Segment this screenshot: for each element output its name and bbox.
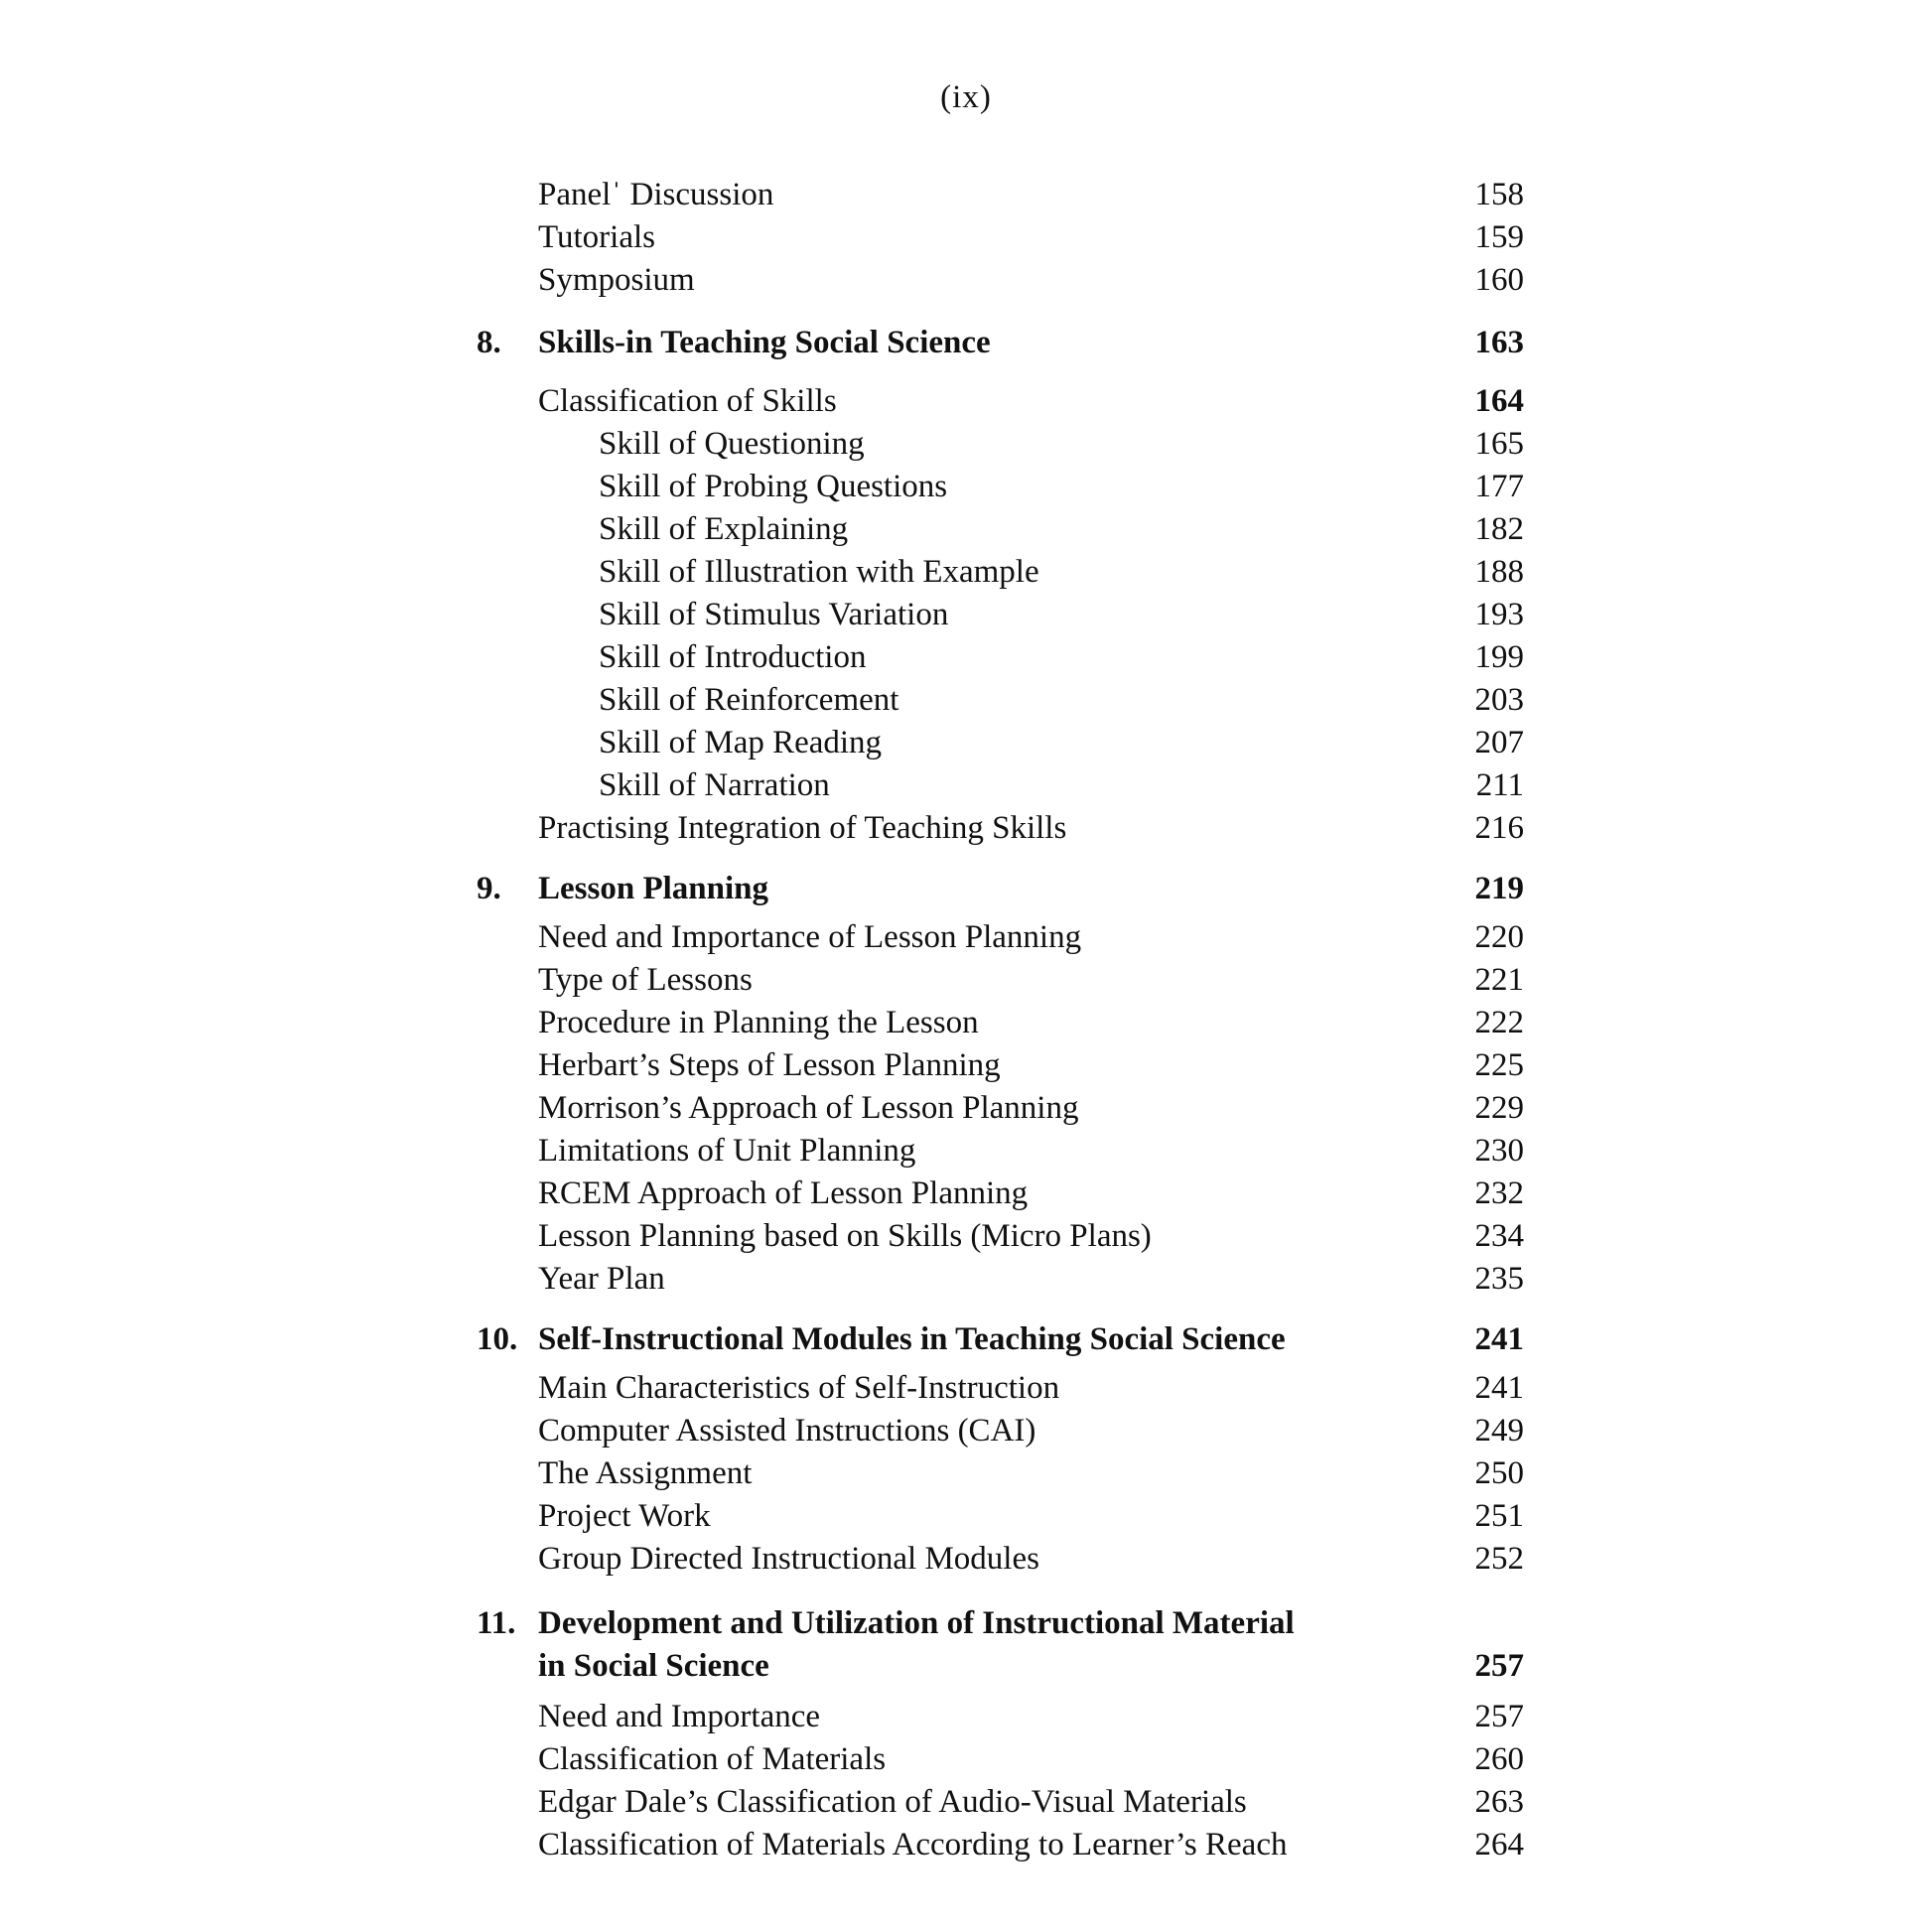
- chapter-number: 8.: [477, 325, 501, 360]
- toc-entry-title: Skill of Questioning: [599, 426, 865, 462]
- toc-entry-title: Year Plan: [538, 1261, 665, 1297]
- toc-entry[interactable]: [477, 722, 1524, 764]
- toc-entry-title: Skill of Illustration with Example: [599, 554, 1039, 590]
- toc-entry[interactable]: [477, 1002, 1524, 1044]
- toc-entry[interactable]: [477, 959, 1524, 1002]
- toc-entry-page: 164: [1474, 383, 1524, 419]
- toc-entry-page: 220: [1474, 919, 1524, 955]
- toc-entry[interactable]: [477, 1367, 1524, 1410]
- toc-entry-page: 260: [1474, 1741, 1524, 1777]
- toc-entry-page: 182: [1474, 511, 1524, 547]
- toc-entry-title: Tutorials: [538, 219, 655, 255]
- toc-chapter-8[interactable]: [477, 322, 1524, 364]
- toc-entry-page: 264: [1474, 1827, 1524, 1863]
- toc-entry[interactable]: [477, 764, 1524, 807]
- toc-entry-title: Morrison’s Approach of Lesson Planning: [538, 1090, 1079, 1126]
- toc-entry-title: Panelˈ Discussion: [538, 177, 774, 212]
- toc-entry[interactable]: [477, 1452, 1524, 1495]
- chapter-title: Skills-in Teaching Social Science: [538, 325, 991, 360]
- toc-entry-title: Need and Importance: [538, 1699, 821, 1734]
- toc-entry[interactable]: [477, 1215, 1524, 1258]
- toc-entry[interactable]: [477, 1738, 1524, 1781]
- toc-entry-page: 251: [1474, 1498, 1524, 1534]
- toc-chapter-10[interactable]: [477, 1318, 1524, 1361]
- toc-entry[interactable]: [477, 380, 1524, 423]
- toc-entry-page: 159: [1474, 219, 1524, 255]
- toc-entry-page: 216: [1474, 810, 1524, 846]
- toc-entry[interactable]: [477, 1495, 1524, 1538]
- toc-entry-page: 160: [1474, 262, 1524, 298]
- toc-entry[interactable]: [477, 1173, 1524, 1215]
- chapter-title: Self-Instructional Modules in Teaching Social Science: [538, 1321, 1286, 1357]
- toc-entry[interactable]: [477, 466, 1524, 508]
- toc-entry-title: Procedure in Planning the Lesson: [538, 1005, 979, 1040]
- toc-entry[interactable]: [477, 1781, 1524, 1824]
- toc-entry-page: 188: [1474, 554, 1524, 590]
- toc-entry-title: Skill of Probing Questions: [599, 469, 948, 504]
- toc-entry-page: 221: [1474, 962, 1524, 998]
- toc-entry-title: Skill of Reinforcement: [599, 682, 899, 718]
- toc-entry[interactable]: [477, 636, 1524, 679]
- toc-entry-title: Symposium: [538, 262, 695, 298]
- toc-entry[interactable]: [477, 594, 1524, 636]
- toc-entry[interactable]: [477, 1130, 1524, 1173]
- toc-entry[interactable]: [477, 1696, 1524, 1738]
- toc-entry-title: Edgar Dale’s Classification of Audio-Visual Materials: [538, 1784, 1247, 1820]
- toc-entry-title: Main Characteristics of Self-Instruction: [538, 1370, 1060, 1406]
- toc-entry-title: Skill of Narration: [599, 767, 830, 803]
- toc-entry-page: 177: [1474, 469, 1524, 504]
- toc-entry-title: Skill of Introduction: [599, 639, 867, 675]
- toc-entry-page: 257: [1474, 1699, 1524, 1734]
- toc-entry[interactable]: [477, 679, 1524, 722]
- toc-entry[interactable]: [477, 551, 1524, 594]
- toc-entry-page: 199: [1474, 639, 1524, 675]
- toc-entry-page: 250: [1474, 1455, 1524, 1491]
- toc-entry-page: 165: [1474, 426, 1524, 462]
- toc-entry-page: 232: [1474, 1175, 1524, 1211]
- toc-entry-title: Project Work: [538, 1498, 711, 1534]
- toc-chapter-11[interactable]: [477, 1602, 1524, 1645]
- toc-entry-title: Classification of Materials According to Learner’s Reach: [538, 1827, 1288, 1863]
- toc-entry[interactable]: [477, 1087, 1524, 1130]
- chapter-page: 241: [1474, 1321, 1524, 1357]
- toc-entry-page: 207: [1474, 725, 1524, 760]
- toc-chapter-9[interactable]: [477, 868, 1524, 910]
- toc-entry-title: RCEM Approach of Lesson Planning: [538, 1175, 1029, 1211]
- toc-entry[interactable]: [477, 423, 1524, 466]
- toc-entry-title: Practising Integration of Teaching Skills: [538, 810, 1067, 846]
- toc-entry[interactable]: [477, 1258, 1524, 1301]
- toc-entry[interactable]: [477, 807, 1524, 850]
- toc-entry-title: Skill of Stimulus Variation: [599, 597, 949, 632]
- toc-entry-title: Group Directed Instructional Modules: [538, 1541, 1039, 1577]
- toc-entry-title: Classification of Materials: [538, 1741, 887, 1777]
- table-of-contents: [477, 174, 1524, 1866]
- toc-entry-title: Skill of Explaining: [599, 511, 849, 547]
- toc-entry-page: 241: [1474, 1370, 1524, 1406]
- toc-entry-page: 211: [1475, 767, 1524, 803]
- toc-entry[interactable]: [477, 916, 1524, 959]
- toc-entry-title: Need and Importance of Lesson Planning: [538, 919, 1082, 955]
- toc-entry-page: 158: [1474, 177, 1524, 212]
- toc-entry-page: 203: [1474, 682, 1524, 718]
- toc-entry-page: 234: [1474, 1218, 1524, 1254]
- toc-entry-page: 222: [1474, 1005, 1524, 1040]
- chapter-title: Lesson Planning: [538, 871, 768, 906]
- toc-entry-title: Lesson Planning based on Skills (Micro Plans): [538, 1218, 1152, 1254]
- toc-entry-title: Computer Assisted Instructions (CAI): [538, 1413, 1036, 1449]
- toc-entry[interactable]: [477, 216, 1524, 259]
- toc-entry[interactable]: [477, 1538, 1524, 1581]
- chapter-page: 257: [1474, 1648, 1524, 1684]
- toc-entry-title: Type of Lessons: [538, 962, 753, 998]
- toc-entry[interactable]: [477, 1044, 1524, 1087]
- toc-chapter-11-continued[interactable]: [477, 1645, 1524, 1688]
- toc-entry[interactable]: [477, 1824, 1524, 1866]
- toc-entry-page: 235: [1474, 1261, 1524, 1297]
- toc-entry-title: Classification of Skills: [538, 383, 837, 419]
- toc-entry-title: Herbart’s Steps of Lesson Planning: [538, 1047, 1001, 1083]
- chapter-title: Development and Utilization of Instructional Material: [538, 1605, 1295, 1641]
- chapter-number: 10.: [477, 1321, 518, 1357]
- toc-entry-title: The Assignment: [538, 1455, 753, 1491]
- chapter-title-continued: in Social Science: [538, 1648, 769, 1684]
- page-number: (ix): [940, 79, 992, 115]
- toc-entry-page: 229: [1474, 1090, 1524, 1126]
- chapter-number: 11.: [477, 1605, 516, 1641]
- toc-entry-page: 230: [1474, 1133, 1524, 1169]
- toc-entry-title: Limitations of Unit Planning: [538, 1133, 916, 1169]
- toc-entry-page: 249: [1474, 1413, 1524, 1449]
- toc-entry-page: 225: [1474, 1047, 1524, 1083]
- toc-entry[interactable]: [477, 174, 1524, 216]
- toc-entry[interactable]: [477, 1410, 1524, 1452]
- toc-entry-page: 252: [1474, 1541, 1524, 1577]
- toc-entry-page: 193: [1474, 597, 1524, 632]
- chapter-page: 219: [1474, 871, 1524, 906]
- chapter-number: 9.: [477, 871, 501, 906]
- toc-entry[interactable]: [477, 508, 1524, 551]
- chapter-page: 163: [1474, 325, 1524, 360]
- toc-entry-title: Skill of Map Reading: [599, 725, 883, 760]
- toc-entry-page: 263: [1474, 1784, 1524, 1820]
- toc-entry[interactable]: [477, 259, 1524, 302]
